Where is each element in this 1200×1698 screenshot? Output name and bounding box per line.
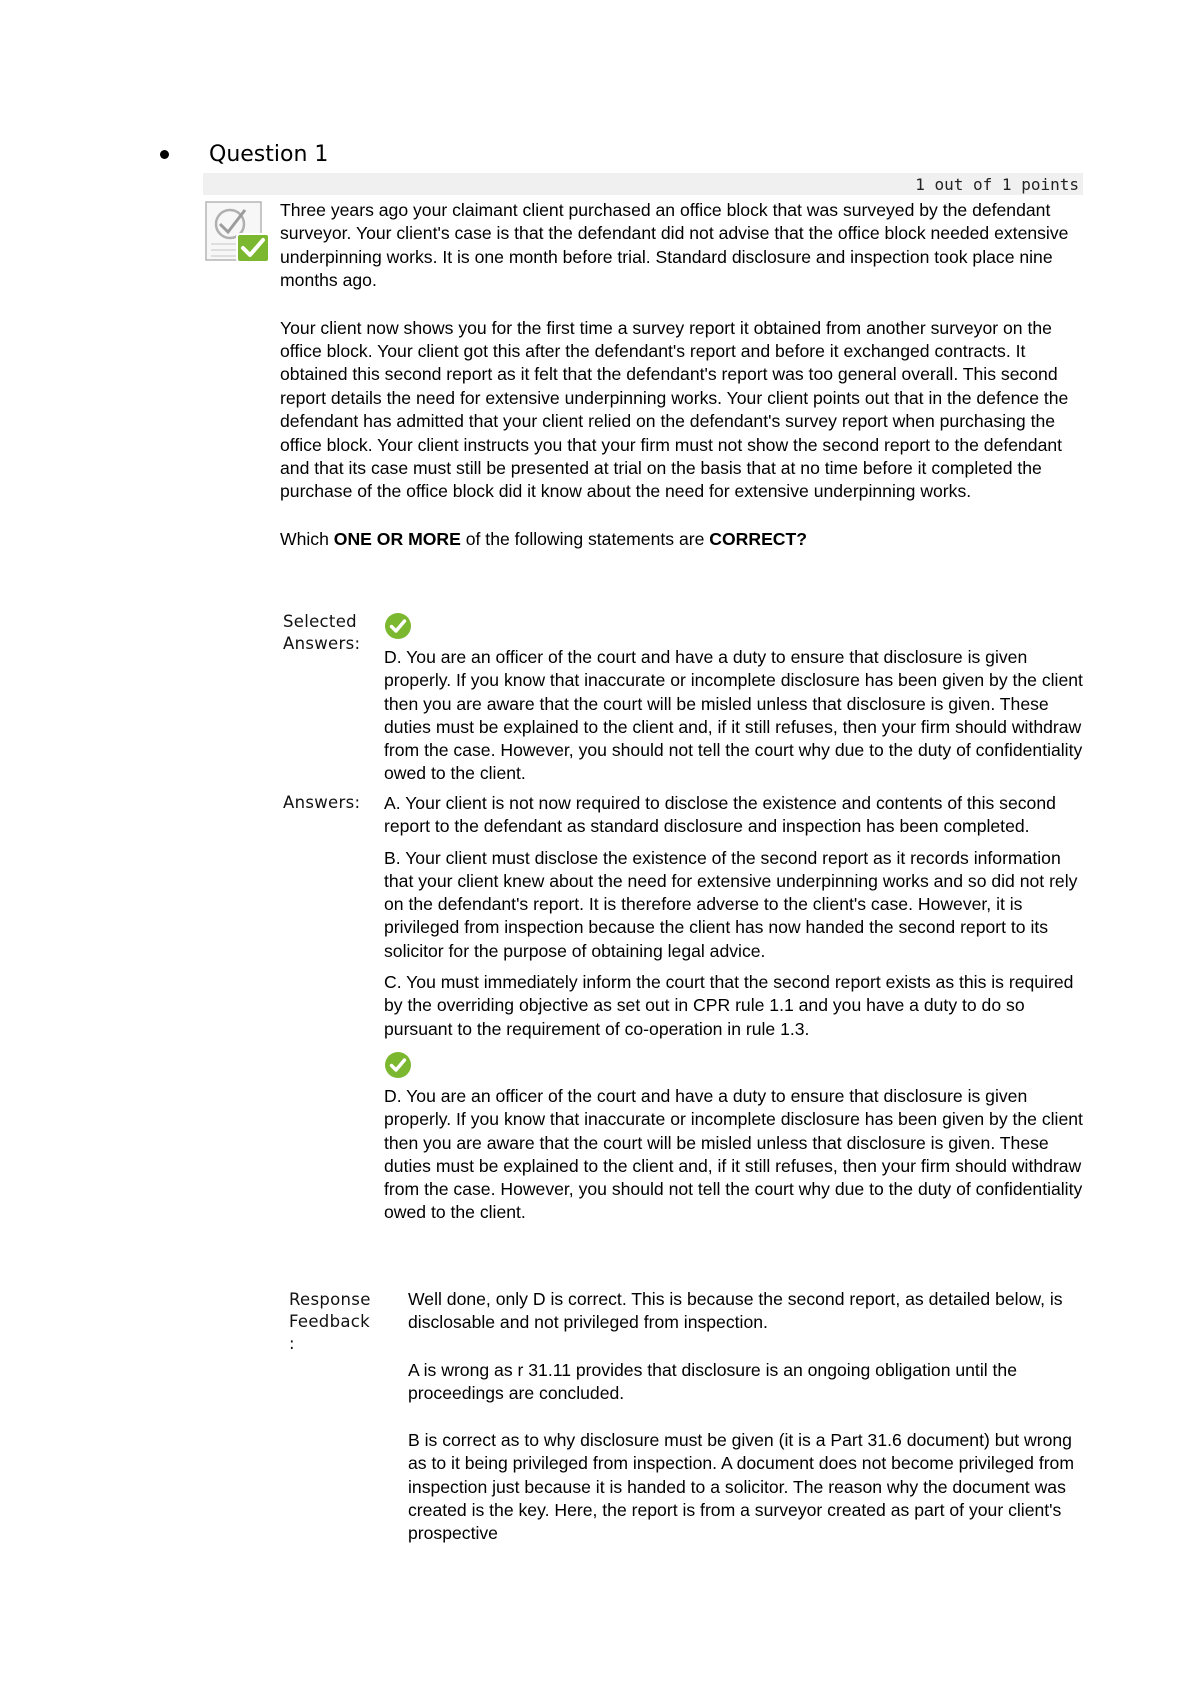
feedback-paragraph: A is wrong as r 31.11 provides that disclosure is an ongoing obligation until the proceedings are concluded. [408,1359,1017,1403]
answer-a: A. Your client is not now required to disclose the existence and contents of this second report to the defendant as standard disclosure and inspection has been completed. [384,793,1056,837]
answer-b: B. Your client must disclose the existence of the second report as it records information that your client knew about the need for extensive underpinning works and so did not rely on the defendant's report. It is therefore adverse to the client's case. However, it is privileged from inspection because the client has now handed the second report to its solicitor for the purpose of obtaining legal advice. [384,847,1078,961]
prompt-text: of the following statements are [460,528,710,549]
correct-graded-icon [203,198,271,266]
question-paragraph: Your client now shows you for the first time a survey report it obtained from another surveyor on the office block. Your client got this after the defendant's report and before it exchanged contracts. It obtained this second report as it felt that the defendant's report was too general overall. This second report details the need for extensive underpinning works. Your client points out that in the defence the defendant has admitted that your client relied on the defendant's survey report when purchasing the office block. Your client instructs you that your firm must not show the second report to the defendant and that its case must still be presented at trial on the basis that at no time before it completed the purchase of the office block did it know about the need for extensive underpinning works. [280,317,1069,502]
check-icon [384,1051,412,1079]
selected-answers-label [283,611,360,655]
score-text: 1 out of 1 points [915,175,1079,194]
question-paragraph: Three years ago your claimant client purchased an office block that was surveyed by the defendant surveyor. Your client's case is that the defendant did not advise that the office block needed extensive underpinning works. It is one month before trial. Standard disclosure and inspection took place nine months ago. [280,200,1069,291]
answers-label: Answers: [283,793,361,812]
selected-answer-d: D. You are an officer of the court and have a duty to ensure that disclosure is given properly. If you know that inaccurate or incomplete disclosure has been given by the client then you are aware that the court will be misled unless that disclosure is given. These duties must be explained to the client and, if it still refuses, then your firm should withdraw from the case. However, you should not tell the court why due to the duty of confidentiality owed to the client. [384,647,1083,784]
answer-options [384,792,1090,1233]
bullet-icon [160,150,169,159]
feedback-paragraph: B is correct as to why disclosure must be given (it is a Part 31.6 document) but wrong as to it being privileged from inspection. A document does not become privileged from inspection just because it is handed to a solicitor. The reason why the document was created is the key. Here, the report is from a surveyor created as part of your client's prospective [408,1430,1075,1544]
prompt-text: Which [280,528,334,549]
check-icon [384,612,412,640]
feedback-paragraph: Well done, only D is correct. This is because the second report, as detailed below, is disclosable and not privileged from inspection. [408,1289,1063,1333]
answer-d: D. You are an officer of the court and have a duty to ensure that disclosure is given properly. If you know that inaccurate or incomplete disclosure has been given by the client then you are aware that the court will be misled unless that disclosure is given. These duties must be explained to the client and, if it still refuses, then your firm should withdraw from the case. However, you should not tell the court why due to the duty of confidentiality owed to the client. [384,1085,1083,1223]
label-line: Answers: [283,634,361,653]
response-feedback-label [289,1289,371,1355]
question-text [280,199,1090,551]
question-title: Question 1 [209,142,329,167]
label-line: Selected [283,612,357,631]
label-line: Response [289,1290,371,1309]
prompt-emphasis: ONE OR MORE [333,528,461,549]
question-prompt [280,528,1090,551]
question-heading [160,142,328,167]
selected-answers [384,612,1090,794]
answer-c: C. You must immediately inform the court that the second report exists as this is required by the overriding objective as set out in CPR rule 1.1 and you have a duty to do so pursuant to the requirement of co-operation in rule 1.3. [384,972,1074,1039]
response-feedback [408,1288,1090,1570]
prompt-emphasis: CORRECT? [709,528,808,549]
score-bar [203,173,1083,195]
label-line: : [289,1334,295,1353]
label-line: Feedback [289,1312,370,1331]
